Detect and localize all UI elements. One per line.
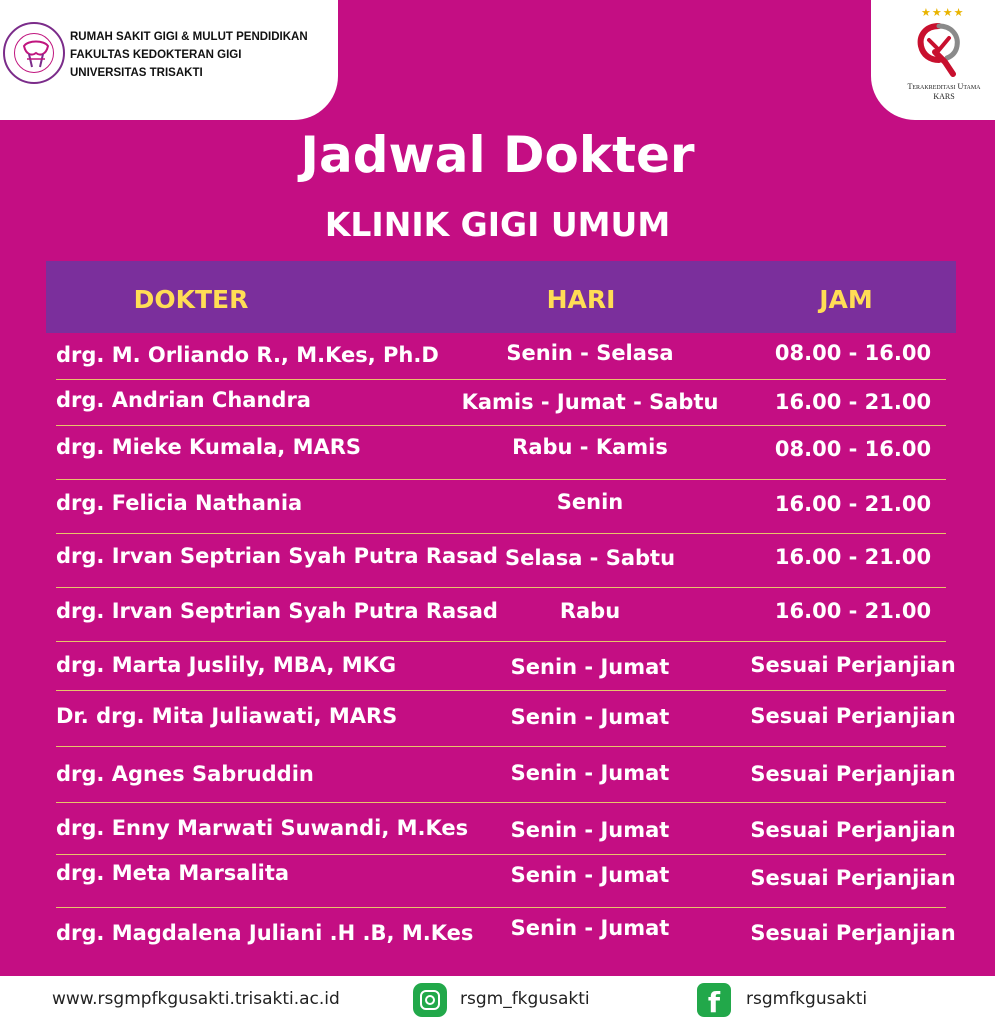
- practice-day: Senin - Jumat: [510, 916, 670, 940]
- practice-time: Sesuai Perjanjian: [750, 704, 956, 728]
- accreditation-line-1: Terakreditasi Utama: [907, 82, 981, 91]
- doctor-name: drg. Marta Juslily, MBA, MKG: [56, 653, 397, 677]
- hospital-logo-card: [0, 0, 338, 120]
- doctor-name: drg. Irvan Septrian Syah Putra Rasad: [56, 599, 498, 623]
- practice-time: 08.00 - 16.00: [774, 341, 932, 365]
- practice-day: Rabu: [559, 599, 621, 623]
- practice-day: Kamis - Jumat - Sabtu: [461, 390, 719, 414]
- website-link[interactable]: www.rsgmpfkgusakti.trisakti.ac.id: [52, 989, 340, 1009]
- clinic-subtitle: KLINIK GIGI UMUM: [324, 205, 671, 244]
- facebook-handle[interactable]: rsgmfkgusakti: [746, 989, 868, 1009]
- table-row: [0, 691, 995, 747]
- practice-day: Senin - Selasa: [506, 341, 674, 365]
- practice-day: Senin - Jumat: [510, 863, 670, 887]
- practice-time: Sesuai Perjanjian: [750, 653, 956, 677]
- footer: [0, 976, 995, 1024]
- doctor-name: drg. M. Orliando R., M.Kes, Ph.D: [56, 343, 439, 367]
- header-time: JAM: [819, 285, 873, 314]
- table-row: [0, 534, 995, 588]
- doctor-name: drg. Andrian Chandra: [56, 388, 311, 412]
- practice-time: Sesuai Perjanjian: [750, 762, 956, 786]
- doctor-name: drg. Mieke Kumala, MARS: [56, 435, 362, 459]
- org-line-2: FAKULTAS KEDOKTERAN GIGI: [70, 49, 242, 61]
- table-row: [0, 333, 995, 380]
- practice-day: Selasa - Sabtu: [504, 546, 676, 570]
- doctor-name: drg. Irvan Septrian Syah Putra Rasad: [56, 544, 498, 568]
- org-line-1: RUMAH SAKIT GIGI & MULUT PENDIDIKAN: [70, 31, 308, 43]
- doctor-name: drg. Agnes Sabruddin: [56, 762, 314, 786]
- table-row: [0, 908, 995, 968]
- table-row: [0, 803, 995, 855]
- table-row: [0, 426, 995, 480]
- header-doctor: DOKTER: [133, 285, 249, 314]
- accreditation-stars: ★★★★: [921, 6, 965, 19]
- table-row: [0, 380, 995, 426]
- doctor-name: drg. Magdalena Juliani .H .B, M.Kes: [56, 921, 474, 945]
- accreditation-text: [897, 82, 991, 102]
- practice-time: Sesuai Perjanjian: [750, 921, 956, 945]
- instagram-icon[interactable]: [413, 983, 447, 1017]
- doctor-name: Dr. drg. Mita Juliawati, MARS: [56, 704, 398, 728]
- practice-day: Senin - Jumat: [510, 705, 670, 729]
- table-row: [0, 855, 995, 908]
- doctor-name: drg. Enny Marwati Suwandi, M.Kes: [56, 816, 469, 840]
- table-row: [0, 480, 995, 534]
- practice-time: Sesuai Perjanjian: [750, 866, 956, 890]
- page-title: Jadwal Dokter: [300, 126, 695, 184]
- facebook-icon[interactable]: f: [697, 983, 731, 1017]
- accreditation-card: [871, 0, 995, 120]
- kars-logo-icon: [915, 22, 963, 78]
- org-line-3: UNIVERSITAS TRISAKTI: [70, 67, 203, 79]
- practice-time: 16.00 - 21.00: [774, 390, 932, 414]
- doctor-name: drg. Meta Marsalita: [56, 861, 290, 885]
- practice-time: 16.00 - 21.00: [774, 492, 932, 516]
- doctor-name: drg. Felicia Nathania: [56, 491, 303, 515]
- practice-day: Senin - Jumat: [510, 818, 670, 842]
- hospital-logo: [3, 22, 65, 84]
- practice-day: Senin - Jumat: [510, 655, 670, 679]
- practice-time: Sesuai Perjanjian: [750, 818, 956, 842]
- practice-day: Senin - Jumat: [510, 761, 670, 785]
- practice-day: Senin: [556, 490, 624, 514]
- table-row: [0, 747, 995, 803]
- practice-time: 08.00 - 16.00: [774, 437, 932, 461]
- header-day: HARI: [546, 285, 616, 314]
- practice-time: 16.00 - 21.00: [774, 545, 932, 569]
- accreditation-line-2: KARS: [933, 92, 955, 101]
- table-header: [46, 261, 956, 333]
- hospital-name: [70, 28, 338, 82]
- practice-day: Rabu - Kamis: [512, 435, 668, 459]
- practice-time: 16.00 - 21.00: [774, 599, 932, 623]
- table-row: [0, 642, 995, 691]
- table-row: [0, 588, 995, 642]
- instagram-handle[interactable]: rsgm_fkgusakti: [460, 989, 590, 1009]
